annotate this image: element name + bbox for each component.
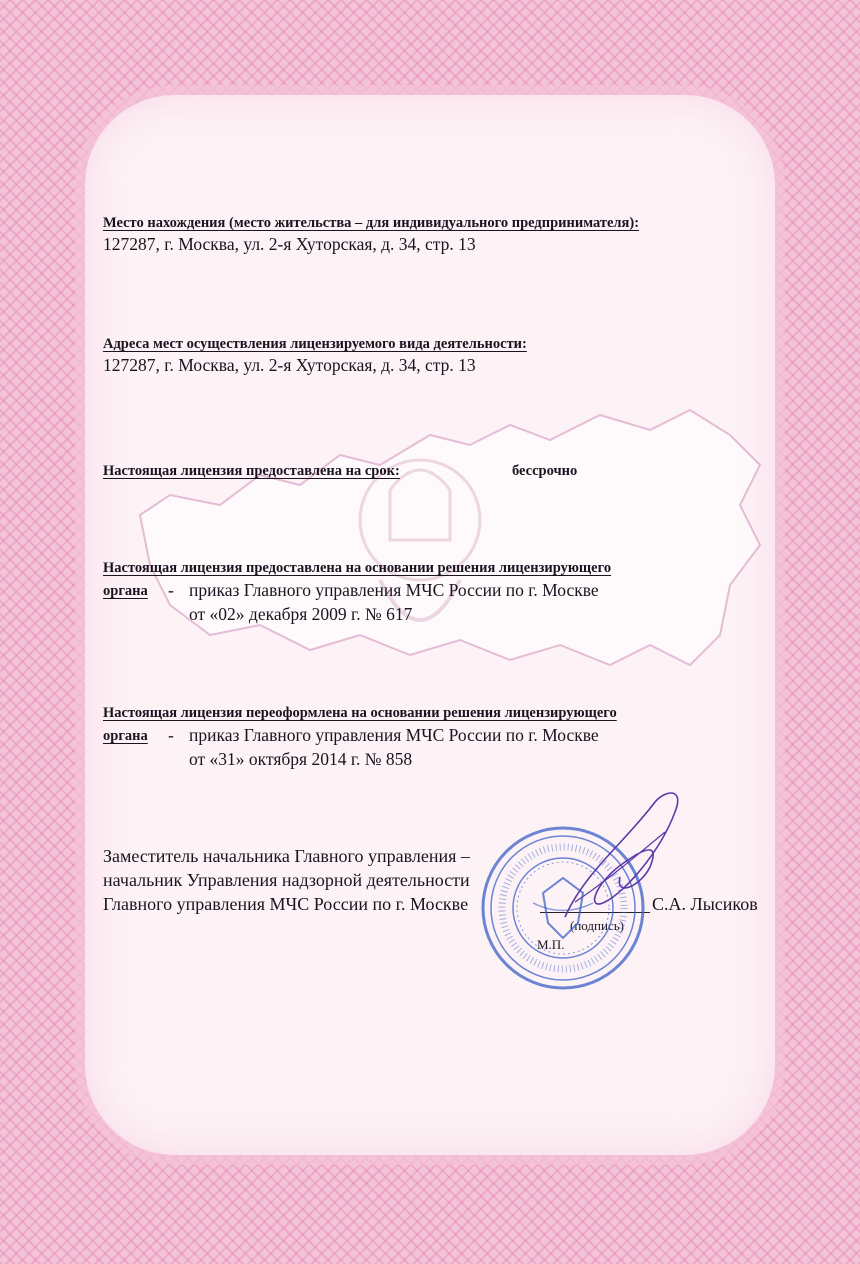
term-value: бессрочно xyxy=(512,463,578,479)
granted-basis-label-line2: органа xyxy=(103,583,148,599)
handwritten-signature xyxy=(545,782,695,927)
signatory-position-line3: Главного управления МЧС России по г. Москве xyxy=(103,894,469,914)
seal-label: М.П. xyxy=(537,937,565,952)
granted-basis-label-line1: Настоящая лицензия предоставлена на основании решения лицензирующего xyxy=(103,560,612,576)
location-value: 127287, г. Москва, ул. 2-я Хуторская, д. 34, стр. 13 xyxy=(103,234,476,254)
reissued-basis-label-line1: Настоящая лицензия переоформлена на основании решения лицензирующего xyxy=(103,705,617,721)
granted-basis-order: приказ Главного управления МЧС России по г. Москве xyxy=(189,580,599,600)
activity-address-label: Адреса мест осуществления лицензируемого вида деятельности: xyxy=(103,336,527,352)
activity-address-value: 127287, г. Москва, ул. 2-я Хуторская, д. 34, стр. 13 xyxy=(103,355,476,375)
term-label: Настоящая лицензия предоставлена на срок: xyxy=(103,463,400,479)
reissued-basis-label-line2: органа xyxy=(103,728,148,744)
location-label: Место нахождения (место жительства – для индивидуального предпринимателя): xyxy=(103,215,640,231)
reissued-basis-dash: - xyxy=(168,725,174,745)
granted-basis-order-date: от «02» декабря 2009 г. № 617 xyxy=(189,604,413,624)
reissued-basis-order: приказ Главного управления МЧС России по г. Москве xyxy=(189,725,599,745)
signatory-position-line1: Заместитель начальника Главного управления – xyxy=(103,846,470,866)
reissued-basis-order-date: от «31» октября 2014 г. № 858 xyxy=(189,749,413,769)
signature-caption: (подпись) xyxy=(570,918,624,933)
granted-basis-dash: - xyxy=(168,580,174,600)
signatory-name: С.А. Лысиков xyxy=(652,894,758,914)
signatory-position-line2: начальник Управления надзорной деятельности xyxy=(103,870,470,890)
